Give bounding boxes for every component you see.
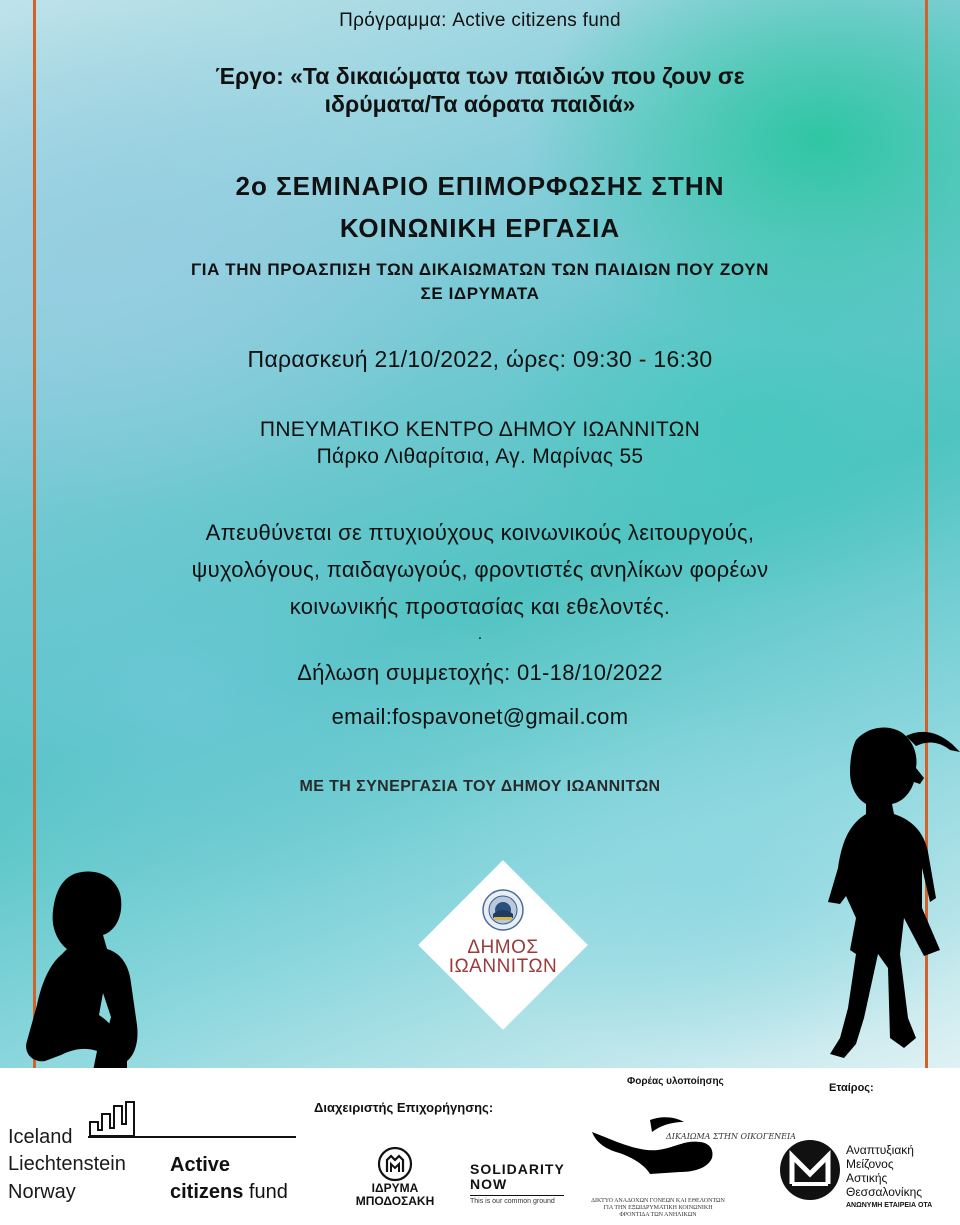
acf-brand-bold: citizens [170, 1181, 244, 1203]
family-network-caption-1: ΔΙΚΤΥΟ ΑΝΑΔΟΧΩΝ ΓΟΝΕΩΝ ΚΑΙ ΕΘΕΛΟΝΤΩΝ [591, 1198, 725, 1204]
event-date-time: Παρασκευή 21/10/2022, ώρες: 09:30 - 16:30 [247, 346, 713, 372]
acf-brand-line-1: Active [170, 1154, 231, 1176]
project-title-line-1: Έργο: «Τα δικαιώματα των παιδιών που ζουν σε [215, 63, 745, 89]
contact-email[interactable]: email:fospavonet@gmail.com [331, 704, 629, 729]
seminar-title-line-2: ΚΟΙΝΩΝΙΚΗ ΕΡΓΑΣΙΑ [339, 213, 621, 243]
madethe-line-2: Μείζονος [846, 1157, 894, 1171]
hand-swoosh-icon [588, 1112, 718, 1182]
audience-line-2: ψυχολόγους, παιδαγωγούς, φροντιστές ανηλίκων φορέων [191, 557, 769, 582]
acf-brand-line-2 [170, 1181, 288, 1204]
bodossaki-line-1: ΙΔΡΥΜΑ [371, 1181, 419, 1195]
implementer-heading: Φορέας υλοποίησης [627, 1076, 724, 1087]
solidarity-line-2: NOW [470, 1176, 508, 1192]
program-name: Πρόγραμμα: Active citizens fund [339, 10, 621, 31]
sponsor-footer [0, 1068, 960, 1225]
venue-address: Πάρκο Λιθαρίτσια, Αγ. Μαρίνας 55 [316, 445, 644, 468]
acf-brand-rest: fund [243, 1181, 288, 1203]
target-audience [0, 514, 960, 625]
solidarity-now-logo [470, 1162, 570, 1212]
partner-heading: Εταίρος: [829, 1082, 874, 1094]
sitting-child-silhouette [15, 865, 155, 1068]
walking-girl-silhouette [800, 718, 960, 1068]
acf-country-norway: Norway [8, 1181, 76, 1203]
audience-line-1: Απευθύνεται σε πτυχιούχους κοινωνικούς λειτουργούς, [205, 520, 755, 545]
seminar-purpose-line-2: ΣΕ ΙΔΡΥΜΑΤΑ [420, 284, 540, 303]
seminar-purpose [0, 258, 960, 306]
active-citizens-fund-logo [0, 1068, 310, 1225]
seminar-title [0, 165, 960, 249]
madethe-line-3: Αστικής [846, 1171, 888, 1185]
fund-operator-heading: Διαχειριστής Επιχορήγησης: [314, 1100, 494, 1115]
municipality-logo [418, 860, 588, 1030]
m-monogram-icon [778, 1138, 842, 1202]
bodossaki-foundation-icon [377, 1146, 413, 1182]
bodossaki-line-2: ΜΠΟΔΟΣΑΚΗ [355, 1194, 435, 1208]
separator-dot: . [477, 626, 483, 643]
seminar-title-line-1: 2ο ΣΕΜΙΝΑΡΙΟ ΕΠΙΜΟΡΦΩΣΗΣ ΣΤΗΝ [235, 171, 725, 201]
project-title-line-2: ιδρύματα/Τα αόρατα παιδιά» [324, 91, 636, 117]
acf-country-iceland: Iceland [8, 1126, 73, 1148]
event-venue [0, 416, 960, 470]
cooperation-note: ΜΕ ΤΗ ΣΥΝΕΡΓΑΣΙΑ ΤΟΥ ΔΗΜΟΥ ΙΩΑΝΝΙΤΩΝ [299, 778, 661, 795]
audience-line-3: κοινωνικής προστασίας και εθελοντές. [289, 594, 671, 619]
madethe-line-1: Αναπτυξιακή [846, 1143, 914, 1157]
family-network-logo [588, 1112, 796, 1222]
madethe-logo [778, 1128, 960, 1223]
venue-name: ΠΝΕΥΜΑΤΙΚΟ ΚΕΝΤΡΟ ΔΗΜΟΥ ΙΩΑΝΝΙΤΩΝ [259, 418, 701, 441]
solidarity-rule [470, 1195, 564, 1196]
solidarity-tagline: This is our common ground [470, 1198, 555, 1205]
family-network-caption-2: ΓΙΑ ΤΗΝ ΕΞΩΙΔΡΥΜΑΤΙΚΗ ΚΟΙΝΩΝΙΚΗ [603, 1205, 713, 1211]
municipality-name-line-2: ΙΩΑΝΝΙΤΩΝ [448, 956, 558, 977]
solidarity-line-1: SOLIDARITY [470, 1161, 565, 1177]
project-title [0, 62, 960, 118]
acf-country-liechtenstein: Liechtenstein [8, 1153, 126, 1175]
acf-divider-line [88, 1136, 296, 1138]
registration-period: Δήλωση συμμετοχής: 01-18/10/2022 [297, 660, 663, 685]
madethe-subtitle: ΑΝΩΝΥΜΗ ΕΤΑΙΡΕΙΑ ΟΤΑ [846, 1202, 933, 1209]
bodossaki-foundation-logo [345, 1146, 445, 1216]
seminar-purpose-line-1: ΓΙΑ ΤΗΝ ΠΡΟΑΣΠΙΣΗ ΤΩΝ ΔΙΚΑΙΩΜΑΤΩΝ ΤΩΝ ΠΑΙΔΙΩΝ ΠΟΥ ΖΟΥΝ [190, 260, 770, 279]
municipality-name-line-1: ΔΗΜΟΣ [467, 937, 539, 958]
municipality-emblem-icon [481, 888, 525, 932]
city-skyline-icon [88, 1100, 152, 1138]
family-network-caption [588, 1198, 728, 1219]
family-network-caption-3: ΦΡΟΝΤΙΔΑ ΤΩΝ ΑΝΗΛΙΚΩΝ [619, 1212, 697, 1218]
madethe-line-4: Θεσσαλονίκης [846, 1185, 923, 1199]
family-network-script: ΔΙΚΑΙΩΜΑ ΣΤΗΝ ΟΙΚΟΓΕΝΕΙΑ [666, 1132, 796, 1141]
